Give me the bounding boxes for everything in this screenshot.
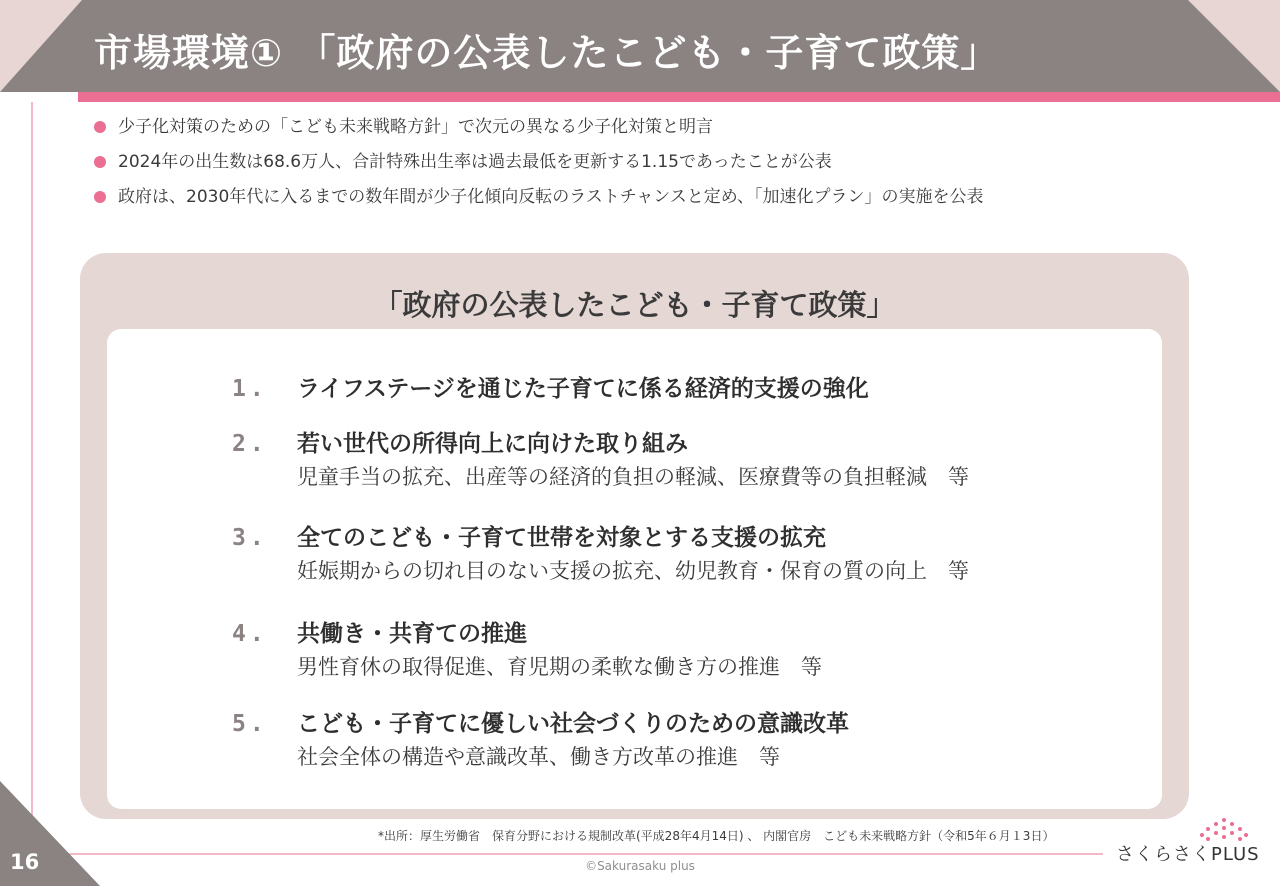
header-corner-right xyxy=(1188,0,1280,92)
policy-detail: 社会全体の構造や意識改革、働き方改革の推進 等 xyxy=(297,745,780,769)
copyright: ©Sakurasaku plus xyxy=(585,859,695,873)
policy-detail: 児童手当の拡充、出産等の経済的負担の軽減、医療費等の負担軽減 等 xyxy=(297,465,969,489)
source-note: *出所：厚生労働省 保育分野における規制改革(平成28年4月14日) 、 内閣官房 こども未来戦略方針（令和5年６月１3日） xyxy=(378,829,1055,843)
bullet-item xyxy=(94,114,984,149)
policy-number: 2. xyxy=(232,431,268,457)
policy-detail: 男性育休の取得促進、育児期の柔軟な働き方の推進 等 xyxy=(297,655,822,679)
bullet-dot-icon xyxy=(94,121,106,133)
policy-panel xyxy=(80,253,1189,819)
policy-heading: 若い世代の所得向上に向けた取り組み xyxy=(297,431,688,457)
brand-logo xyxy=(1112,818,1262,866)
bullet-dot-icon xyxy=(94,191,106,203)
policy-number: 4. xyxy=(232,621,268,647)
bullet-text: 少子化対策のための「こども未来戦略方針」で次元の異なる少子化対策と明言 xyxy=(118,117,713,137)
policy-heading: ライフステージを通じた子育てに係る経済的支援の強化 xyxy=(297,376,869,402)
bullet-item xyxy=(94,149,984,184)
slide-title: 市場環境① 「政府の公表したこども・子育て政策」 xyxy=(94,31,1000,75)
bullet-text: 政府は、2030年代に入るまでの数年間が少子化傾向反転のラストチャンスと定め、「加速化プラン」の実施を公表 xyxy=(118,187,984,207)
bottom-divider xyxy=(33,853,1103,855)
page-number: 16 xyxy=(10,850,40,874)
bullet-dot-icon xyxy=(94,156,106,168)
bullet-text: 2024年の出生数は68.6万人、合計特殊出生率は過去最低を更新する1.15であったことが公表 xyxy=(118,152,832,172)
policy-list xyxy=(107,329,1162,809)
policy-number: 1. xyxy=(232,376,268,402)
header-accent-line xyxy=(78,92,1280,102)
policy-heading: 全てのこども・子育て世帯を対象とする支援の拡充 xyxy=(297,525,826,551)
policy-number: 5. xyxy=(232,711,268,737)
policy-heading: 共働き・共育ての推進 xyxy=(297,621,527,647)
header-corner-left xyxy=(0,0,82,92)
policy-heading: こども・子育てに優しい社会づくりのための意識改革 xyxy=(297,711,849,737)
bullet-list xyxy=(94,114,984,219)
panel-title: 「政府の公表したこども・子育て政策」 xyxy=(373,288,896,322)
logo-text: さくらさくPLUS xyxy=(1116,844,1260,865)
policy-number: 3. xyxy=(232,525,268,551)
bullet-item xyxy=(94,184,984,219)
policy-detail: 妊娠期からの切れ目のない支援の拡充、幼児教育・保育の質の向上 等 xyxy=(297,559,969,583)
left-divider xyxy=(31,102,33,822)
